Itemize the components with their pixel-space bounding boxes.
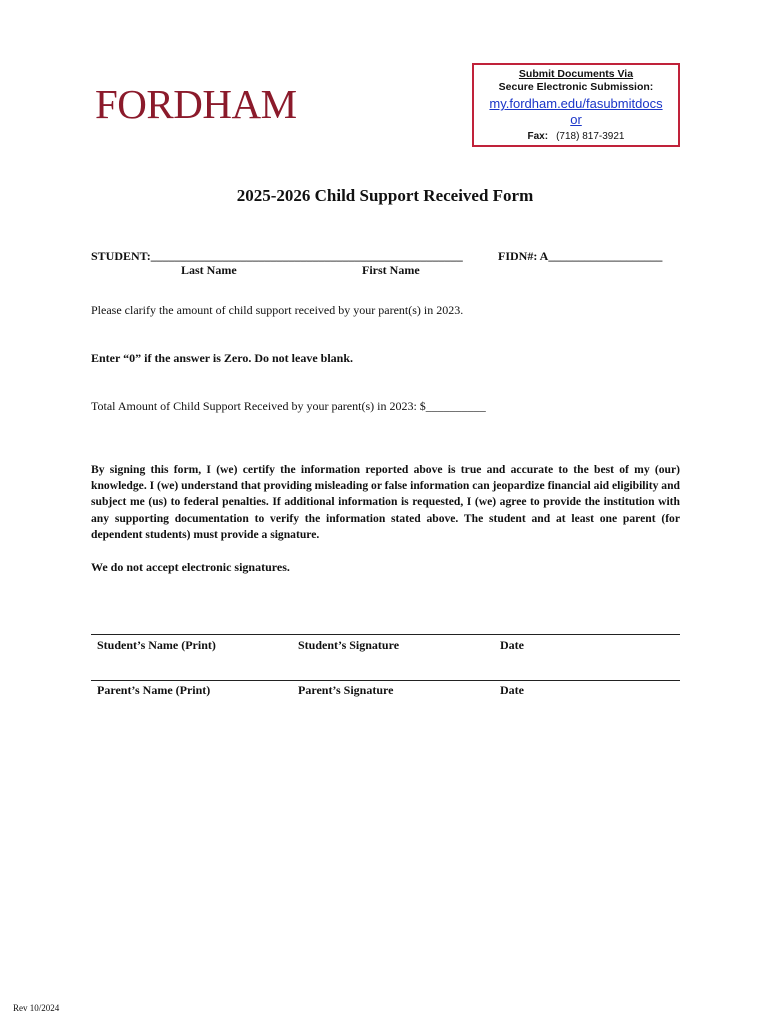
student-date-label: Date <box>500 638 524 652</box>
last-name-label: Last Name <box>181 263 237 277</box>
parent-date-label: Date <box>500 683 524 697</box>
student-name-label: Student’s Name (Print) <box>97 638 216 652</box>
parent-signature-label: Parent’s Signature <box>298 683 394 697</box>
clarify-instruction: Please clarify the amount of child support received by your parent(s) in 2023. <box>91 303 464 317</box>
submit-heading: Submit Documents Via <box>518 68 634 80</box>
submission-link[interactable]: my.fordham.edu/fasubmitdocs <box>489 96 663 111</box>
fidn-field[interactable]: FIDN#: A___________________ <box>498 249 663 263</box>
total-amount-field[interactable]: Total Amount of Child Support Received by your parent(s) in 2023: $__________ <box>91 399 486 413</box>
or-link[interactable]: or <box>570 112 582 127</box>
student-signature-line[interactable] <box>91 634 680 635</box>
submit-subheading: Secure Electronic Submission: <box>498 81 654 93</box>
fax-label: Fax: <box>527 131 549 142</box>
fax-number: (718) 817-3921 <box>556 131 625 142</box>
no-electronic-signatures-note: We do not accept electronic signatures. <box>91 560 290 574</box>
parent-signature-line[interactable] <box>91 680 680 681</box>
parent-name-label: Parent’s Name (Print) <box>97 683 211 697</box>
first-name-label: First Name <box>362 263 420 277</box>
student-name-field[interactable]: STUDENT:____________________________________________________ <box>91 249 463 263</box>
submit-documents-box <box>472 63 680 147</box>
zero-instruction: Enter “0” if the answer is Zero. Do not leave blank. <box>91 351 354 365</box>
fordham-logo: FORDHAM <box>95 81 297 127</box>
form-title: 2025-2026 Child Support Received Form <box>236 186 534 205</box>
student-signature-label: Student’s Signature <box>298 638 400 652</box>
fax-line <box>474 131 678 142</box>
revision-note: Rev 10/2024 <box>13 1003 60 1013</box>
certification-statement: By signing this form, I (we) certify the information reported above is true and accurate to the best of my (our) knowledge. I (we) understand that providing misleading or false information can jeopardize financial aid eligibility and subject me (us) to federal penalties. If additional information is requested, I (we) agree to provide the institution with any supporting documentation to verify the information stated above. The student and at least one parent (for dependent students) must provide a signature. <box>91 463 680 541</box>
